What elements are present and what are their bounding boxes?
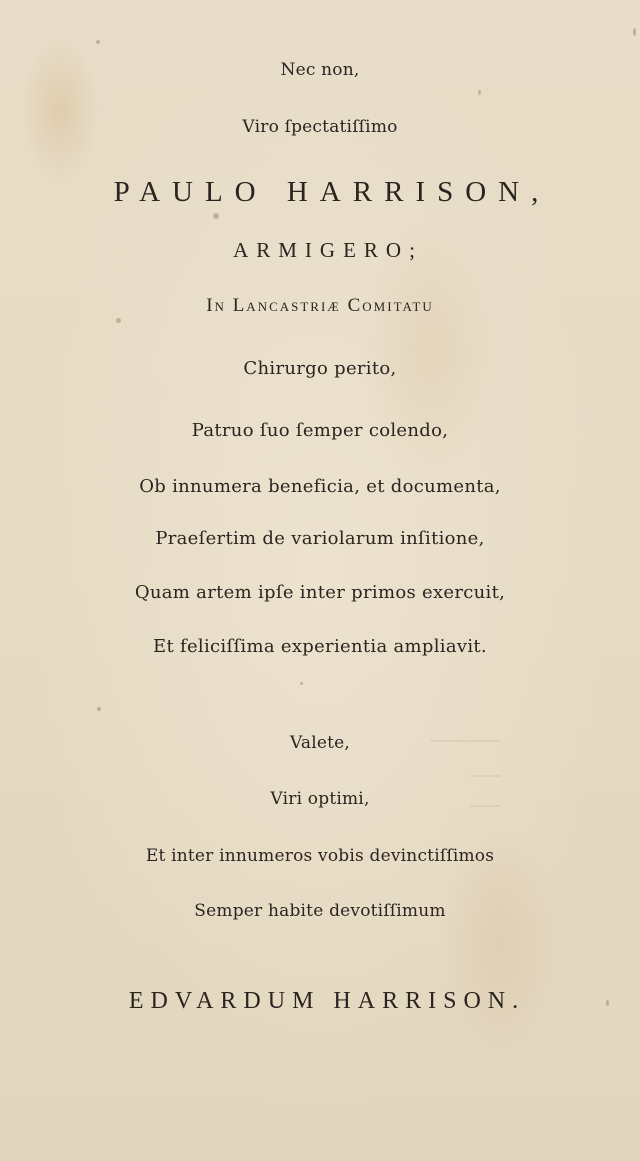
dedication-line-variolarum: Praeſertim de variolarum inſitione, [155, 528, 485, 549]
paper-speck [96, 40, 100, 44]
closing-line-valete: Valete, [289, 733, 351, 753]
paper-speck [300, 682, 303, 685]
dedication-line-patruo: Patruo ſuo ſemper colendo, [191, 420, 449, 441]
dedicatee-name: PAULO HARRISON, [113, 176, 551, 208]
dedication-line-experientia: Et feliciſſima experientia ampliavit. [153, 636, 487, 657]
closing-line-devotissimum: Semper habite devotiſſimum [194, 901, 446, 921]
show-through-mark [470, 775, 500, 777]
signature: EDVARDUM HARRISON. [128, 988, 526, 1014]
paper-speck [478, 90, 481, 95]
dedicatee-title: ARMIGERO; [233, 238, 423, 262]
dedicatee-place: In Lancastriæ Comitatu [206, 295, 434, 316]
dedication-line-nec-non: Nec non, [280, 60, 360, 80]
closing-line-devinctissimos: Et inter innumeros vobis devinctiſſimos [145, 846, 495, 866]
dedication-line-viro: Viro ſpectatiſſimo [242, 117, 398, 137]
paper-speck [633, 28, 636, 36]
paper-speck [116, 318, 121, 323]
paper-speck [213, 213, 219, 219]
closing-line-viri-optimi: Viri optimi, [270, 789, 370, 809]
dedication-line-chirurgo: Chirurgo perito, [243, 358, 397, 379]
dedication-line-beneficia: Ob innumera beneficia, et documenta, [139, 476, 501, 497]
paper-speck [97, 707, 101, 711]
dedication-line-artem: Quam artem ipſe inter primos exercuit, [134, 582, 506, 603]
